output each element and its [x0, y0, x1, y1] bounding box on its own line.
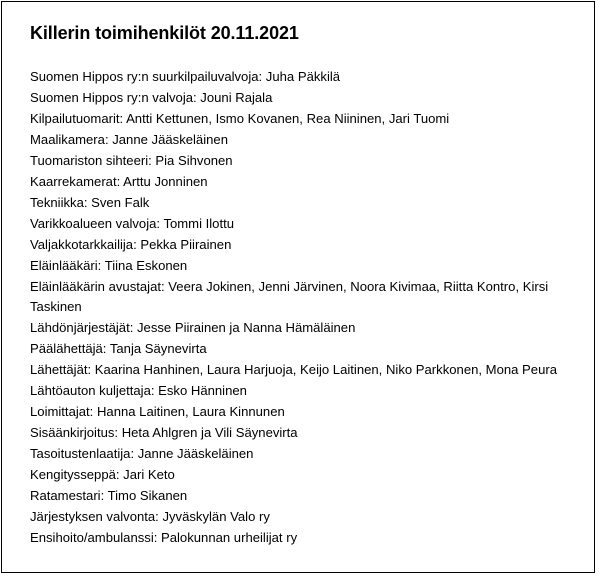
list-item: Tekniikka: Sven Falk	[30, 194, 150, 210]
list-item: Loimittajat: Hanna Laitinen, Laura Kinnunen	[30, 404, 285, 420]
list-item: Sisäänkirjoitus: Heta Ahlgren ja Vili Säynevirta	[30, 425, 298, 441]
list-item: Kaarrekamerat: Arttu Jonninen	[30, 173, 208, 189]
list-item: Maalikamera: Janne Jääskeläinen	[30, 131, 228, 147]
list-item: Varikkoalueen valvoja: Tommi Ilottu	[30, 215, 235, 231]
list-item: Lähdönjärjestäjät: Jesse Piirainen ja Nanna Hämäläinen	[30, 320, 356, 336]
list-item: Suomen Hippos ry:n valvoja: Jouni Rajala	[30, 89, 273, 105]
document-title: Killerin toimihenkilöt 20.11.2021	[30, 23, 299, 43]
list-item: Ensihoito/ambulanssi: Palokunnan urheilijat ry	[30, 529, 298, 545]
list-item: Ratamestari: Timo Sikanen	[30, 488, 188, 504]
list-item: Eläinlääkäri: Tiina Eskonen	[30, 257, 188, 273]
list-item: Lähtöauton kuljettaja: Esko Hänninen	[30, 383, 247, 399]
officials-list	[30, 67, 570, 549]
list-item: Päälähettäjä: Tanja Säynevirta	[30, 341, 207, 357]
list-item: Tuomariston sihteeri: Pia Sihvonen	[30, 152, 233, 168]
list-item: Suomen Hippos ry:n suurkilpailuvalvoja: Juha Päkkilä	[30, 69, 341, 84]
list-item: Järjestyksen valvonta: Jyväskylän Valo ry	[30, 509, 270, 525]
list-item: Tasoitustenlaatija: Janne Jääskeläinen	[30, 446, 254, 462]
list-item: Kengitysseppä: Jari Keto	[30, 467, 175, 483]
document-frame	[1, 1, 595, 573]
list-item: Eläinlääkärin avustajat: Veera Jokinen, Jenni Järvinen, Noora Kivimaa, Riitta Kontro, Kirsi Taskinen	[30, 278, 549, 315]
list-item: Kilpailutuomarit: Antti Kettunen, Ismo Kovanen, Rea Niininen, Jari Tuomi	[30, 110, 450, 126]
list-item: Lähettäjät: Kaarina Hanhinen, Laura Harjuoja, Keijo Laitinen, Niko Parkkonen, Mona Peura	[30, 362, 557, 378]
list-item: Valjakkotarkkailija: Pekka Piirainen	[30, 236, 232, 252]
